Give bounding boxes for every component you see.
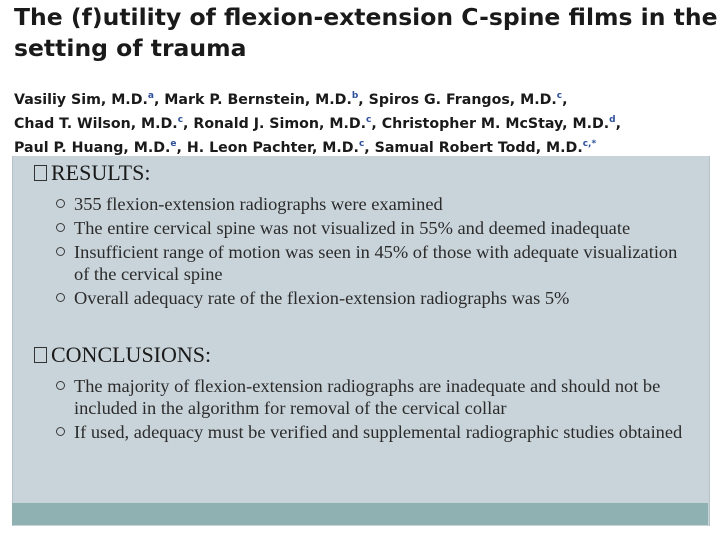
article-title: The (f)utility of flexion-extension C-spine films in the setting of trauma: [14, 3, 718, 62]
list-item-text: 355 flexion-extension radiographs were examined: [74, 194, 443, 214]
author-name: Chad T. Wilson, M.D.: [14, 116, 178, 132]
conclusions-list: [56, 375, 696, 445]
author: [375, 140, 597, 156]
author-separator: ,: [615, 116, 621, 132]
author-affiliation: c: [358, 139, 365, 149]
author-name: Spiros G. Frangos, M.D.: [368, 92, 557, 108]
list-item-text: If used, adequacy must be verified and supplemental radiographic studies obtained: [74, 422, 683, 442]
circle-bullet-icon: [56, 427, 65, 436]
author-affiliation: c,*: [582, 139, 597, 149]
bullet-box-icon: [34, 347, 47, 363]
list-item-text: Insufficient range of motion was seen in 45% of those with adequate visualization of the cervical spine: [74, 242, 678, 284]
list-item: [56, 287, 696, 309]
results-heading-text: RESULTS:: [51, 160, 151, 185]
list-item-text: The entire cervical spine was not visualized in 55% and deemed inadequate: [74, 218, 631, 238]
footer-bar: [12, 503, 708, 525]
author: [14, 116, 193, 132]
author: [193, 116, 381, 132]
list-item: [56, 217, 696, 239]
author-affiliation: b: [351, 91, 359, 101]
author-separator: ,: [153, 92, 165, 108]
conclusions-heading: [34, 342, 211, 368]
author-affiliation: e: [170, 139, 177, 149]
author-separator: ,: [364, 140, 375, 156]
author-affiliation: d: [609, 115, 616, 125]
author-name: H. Leon Pachter, M.D.: [186, 140, 359, 156]
article-header: [0, 0, 720, 156]
list-item: [56, 241, 696, 285]
author: [187, 140, 375, 156]
author: [14, 92, 164, 108]
list-item-text: The majority of flexion-extension radiographs are inadequate and should not be included in the algorithm for removal of the cervical collar: [74, 376, 661, 418]
author-name: Ronald J. Simon, M.D.: [193, 116, 367, 132]
author-name: Paul P. Huang, M.D.: [14, 140, 171, 156]
author-list: [14, 86, 718, 158]
author-affiliation: c: [177, 115, 184, 125]
results-heading: [34, 160, 150, 186]
author-affiliation: c: [366, 115, 372, 125]
results-list: [56, 193, 696, 311]
author: [14, 140, 187, 156]
conclusions-heading-text: CONCLUSIONS:: [51, 342, 212, 367]
author-affiliation: c: [556, 91, 563, 101]
author: [369, 92, 568, 108]
author-separator: ,: [183, 116, 194, 132]
circle-bullet-icon: [56, 247, 65, 256]
author-separator: ,: [371, 116, 382, 132]
author-name: Mark P. Bernstein, M.D.: [164, 92, 352, 108]
list-item: [56, 193, 696, 215]
author: [382, 116, 621, 132]
bullet-box-icon: [34, 165, 47, 181]
circle-bullet-icon: [56, 293, 65, 302]
author-separator: ,: [562, 92, 568, 108]
circle-bullet-icon: [56, 381, 65, 390]
list-item: [56, 375, 696, 419]
author-name: Christopher M. McStay, M.D.: [381, 116, 610, 132]
author-affiliation: a: [147, 91, 154, 101]
circle-bullet-icon: [56, 223, 65, 232]
author-name: Samual Robert Todd, M.D.: [374, 140, 583, 156]
author: [164, 92, 368, 108]
list-item-text: Overall adequacy rate of the flexion-extension radiographs was 5%: [74, 288, 570, 308]
circle-bullet-icon: [56, 199, 65, 208]
author-name: Vasiliy Sim, M.D.: [14, 92, 148, 108]
author-separator: ,: [358, 92, 369, 108]
author-separator: ,: [176, 140, 187, 156]
list-item: [56, 421, 696, 443]
